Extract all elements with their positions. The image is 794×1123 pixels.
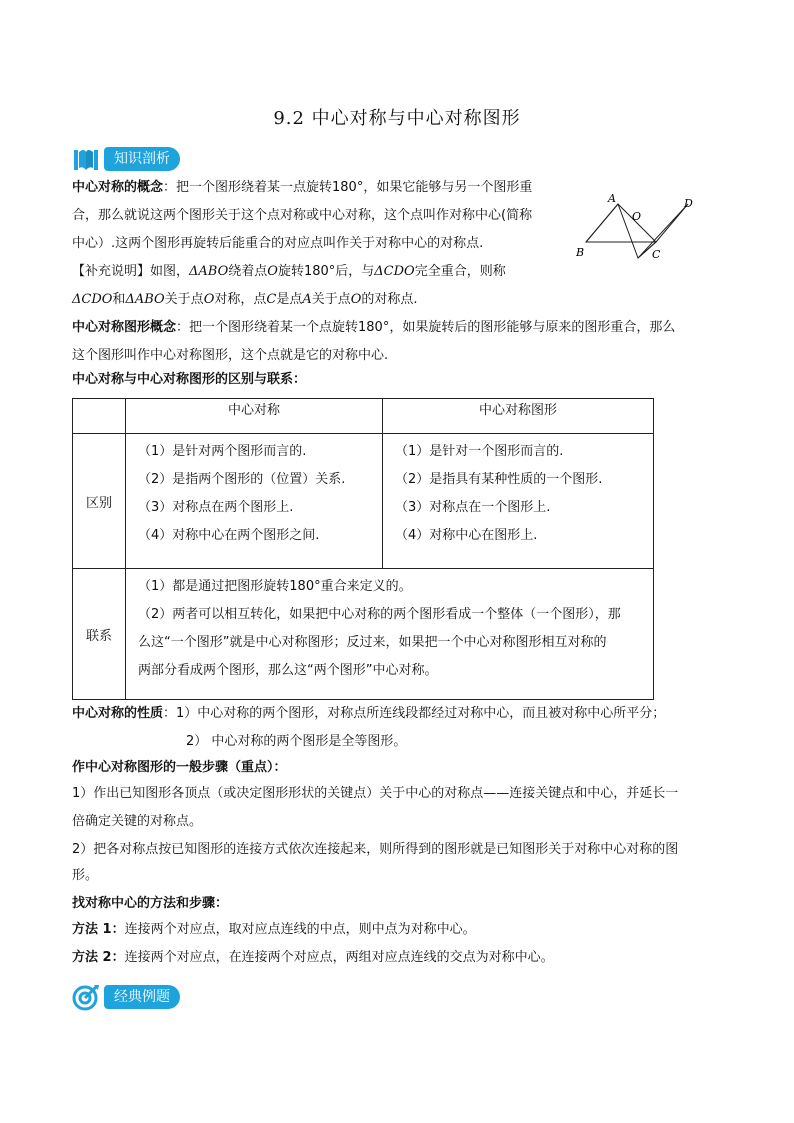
concept-line-1 [72, 178, 532, 198]
properties-term: 中心对称的性质 [72, 706, 164, 721]
note-text: 关于点 [311, 292, 351, 307]
triangles-figure [576, 190, 706, 270]
comparison-table [72, 398, 654, 700]
relation-line: 么这“一个图形”就是中心对称图形；反过来，如果把一个中心对称图形相互对称的 [138, 635, 607, 650]
method-2-text: 连接两个对应点，在连接两个对应点，两组对应点连线的交点为对称中心。 [124, 950, 554, 965]
method-1-label: 方法 1： [72, 922, 125, 937]
note-prefix: 【补充说明】如图， [72, 264, 190, 279]
central-figure-text: ：把一个图形绕着某一个点旋转180°，如果旋转后的图形能够与原来的图形重合，那么 [176, 320, 676, 335]
diff-line: （3）对称点在一个图形上. [395, 500, 551, 515]
properties-line-1 [72, 704, 665, 724]
note-text: 绕着点 [228, 264, 268, 279]
concept-term: 中心对称的概念 [72, 180, 164, 195]
step-1a: 1）作出已知图形各顶点（或决定图形形状的关键点）关于中心的对称点——连接关键点和中心，并延长一 [72, 786, 679, 801]
label-c: C [652, 248, 661, 261]
relation-line: （2）两者可以相互转化，如果把中心对称的两个图形看成一个整体（一个图形），那 [138, 607, 621, 622]
book-icon [72, 146, 100, 172]
note-text: 是点 [276, 292, 303, 307]
method-1-text: 连接两个对应点，取对应点连线的中点，则中点为对称中心。 [124, 922, 476, 937]
note-triangle-cdo: ΔCDO [374, 264, 415, 279]
note-triangle-cdo: ΔCDO [72, 292, 113, 307]
diff-line: （1）是针对两个图形而言的. [138, 444, 307, 459]
target-icon [72, 983, 100, 1011]
diff-line: （3）对称点在两个图形上. [138, 500, 294, 515]
relation-cell [126, 569, 654, 700]
note-text: 的对称点. [361, 292, 418, 307]
concept-line-3: 中心）.这两个图形再旋转后能重合的对应点叫作关于对称中心的对称点. [72, 236, 484, 251]
note-point-o: O [203, 292, 215, 307]
note-line-2 [72, 290, 418, 310]
properties-line-2: 2） 中心对称的两个图形是全等图形。 [186, 734, 407, 749]
label-d: D [684, 197, 693, 210]
diff-line: （4）对称中心在图形上. [395, 528, 538, 543]
diff-line: （2）是指两个图形的（位置）关系. [138, 472, 346, 487]
properties-text: ：1）中心对称的两个图形，对称点所连线段都经过对称中心，而且被对称中心所平分； [163, 706, 666, 721]
table-header-col1: 中心对称 [126, 399, 383, 434]
find-heading: 找对称中心的方法和步骤： [72, 896, 229, 911]
relation-line: （1）都是通过把图形旋转180°重合来定义的。 [138, 579, 412, 594]
note-point-o: O [350, 292, 362, 307]
note-text: 完全重合，则称 [414, 264, 506, 279]
note-text: 关于点 [164, 292, 204, 307]
note-text: 旋转180°后，与 [277, 264, 375, 279]
step-1b: 倍确定关键的对称点。 [72, 814, 203, 829]
steps-heading: 作中心对称图形的一般步骤（重点）： [72, 760, 287, 775]
diff-line: （2）是指具有某种性质的一个图形. [395, 472, 603, 487]
table-corner [73, 399, 126, 434]
central-figure-line-1 [72, 318, 675, 338]
label-b: B [576, 246, 585, 259]
note-triangle-abo: ΔABO [189, 264, 229, 279]
section-header-examples [72, 984, 180, 1010]
method-2-label: 方法 2： [72, 950, 125, 965]
diff-heading: 中心对称与中心对称图形的区别与联系： [72, 372, 307, 387]
note-line-1 [72, 262, 506, 282]
section-label: 知识剖析 [104, 147, 180, 171]
diff-cell-col1 [126, 434, 383, 569]
page-title: 9.2 中心对称与中心对称图形 [273, 108, 521, 129]
step-2a: 2）把各对称点按已知图形的连接方式依次连接起来，则所得到的图形就是已知图形关于对称中心对称的图 [72, 842, 679, 857]
diff-line: （1）是针对一个图形而言的. [395, 444, 564, 459]
method-1 [72, 920, 476, 940]
table-header-col2: 中心对称图形 [383, 399, 654, 434]
note-point-c: C [266, 292, 277, 307]
concept-text-1: ：把一个图形绕着某一点旋转180°，如果它能够与另一个图形重 [163, 180, 533, 195]
label-a: A [608, 192, 616, 205]
method-2 [72, 948, 554, 968]
concept-line-2: 合，那么就说这两个图形关于这个点对称或中心对称，这个点叫作对称中心(简称 [72, 208, 533, 223]
note-text: 对称，点 [214, 292, 267, 307]
step-2b: 形。 [72, 868, 99, 883]
diff-line: （4）对称中心在两个图形之间. [138, 528, 320, 543]
note-text: 和 [112, 292, 126, 307]
section-label: 经典例题 [104, 985, 180, 1009]
note-point-a: A [302, 292, 312, 307]
row-label-diff: 区别 [73, 434, 126, 569]
label-o: O [632, 210, 642, 223]
diff-cell-col2 [383, 434, 654, 569]
central-figure-line-2: 这个图形叫作中心对称图形，这个点就是它的对称中心. [72, 348, 389, 363]
section-header-knowledge [72, 146, 180, 172]
note-point-o: O [267, 264, 278, 279]
central-figure-term: 中心对称图形概念 [72, 320, 177, 335]
note-triangle-abo: ΔABO [125, 292, 165, 307]
row-label-relation: 联系 [73, 569, 126, 700]
relation-line: 两部分看成两个图形，那么这“两个图形”中心对称。 [138, 663, 438, 678]
